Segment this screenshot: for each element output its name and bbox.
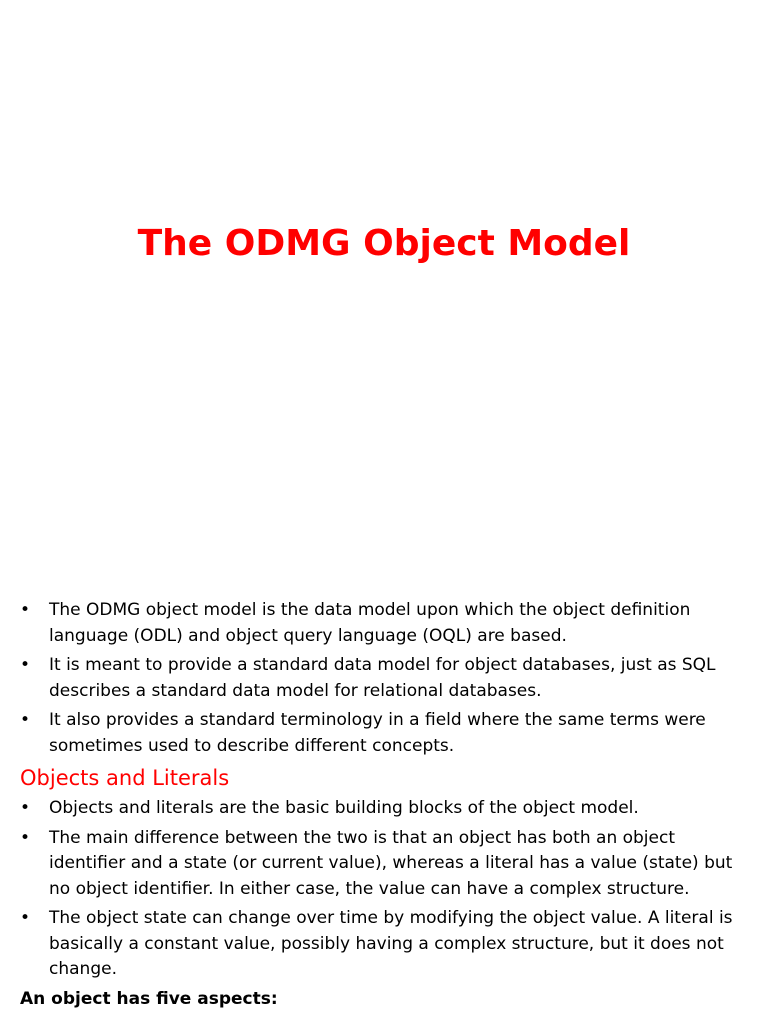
bullet-icon: • — [20, 600, 31, 620]
slide-title: The ODMG Object Model — [137, 223, 631, 264]
closing-line: An object has five aspects: — [20, 988, 278, 1009]
bullet-icon: • — [20, 710, 31, 730]
bullet-text: Objects and literals are the basic building blocks of the object model. — [49, 798, 639, 818]
bullet-text: It also provides a standard terminology in a field where the same terms were sometimes used to describe different concepts. — [49, 710, 706, 756]
bullet-text: The main difference between the two is that an object has both an object identifier and a state (or current value), whereas a literal has a value (state) but no object identifier. In either case, the value can have a complex structure. — [49, 827, 733, 899]
slide-body — [20, 598, 750, 1012]
bullet-icon: • — [20, 655, 31, 675]
bullet-text: The ODMG object model is the data model upon which the object definition language (ODL) and object query language (OQL) are based. — [49, 600, 691, 646]
bullet-text: It is meant to provide a standard data model for object databases, just as SQL describes a standard data model for relational databases. — [49, 655, 716, 701]
list-item — [20, 598, 750, 649]
section-heading: Objects and Literals — [20, 766, 230, 790]
list-item — [20, 906, 750, 983]
bullet-icon: • — [20, 798, 31, 818]
intro-bullet-list — [20, 598, 750, 759]
list-item — [20, 708, 750, 759]
section-bullet-list — [20, 796, 750, 983]
bullet-text: The object state can change over time by modifying the object value. A literal is basically a constant value, possibly having a complex structure, but it does not change. — [49, 908, 733, 979]
bullet-icon: • — [20, 908, 31, 928]
list-item — [20, 826, 750, 903]
bullet-icon: • — [20, 827, 31, 848]
list-item — [20, 796, 750, 822]
list-item — [20, 653, 750, 704]
